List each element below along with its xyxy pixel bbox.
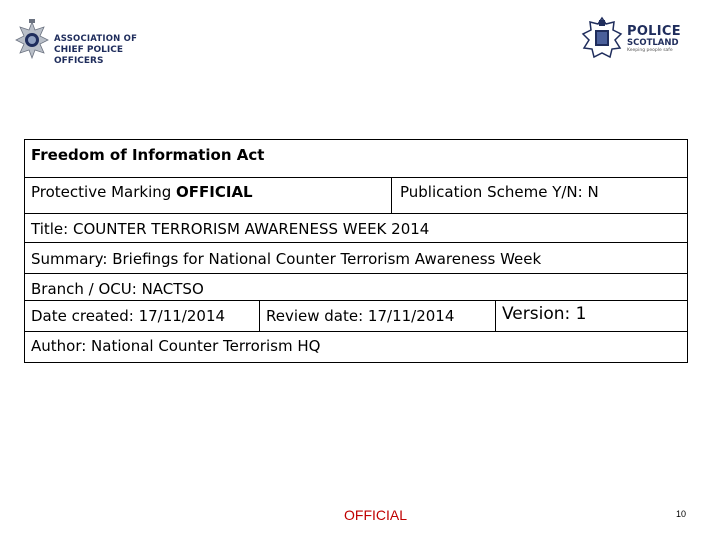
- document-summary: Summary: Briefings for National Counter Terrorism Awareness Week: [31, 250, 542, 268]
- foi-info-table: [24, 139, 688, 363]
- table-row-summary: [25, 243, 687, 274]
- review-date-cell: [260, 301, 496, 331]
- table-row-heading: [25, 140, 687, 178]
- author: Author: National Counter Terrorism HQ: [31, 337, 321, 355]
- footer-official-marking: OFFICIAL: [344, 507, 408, 523]
- protective-marking-label: Protective Marking: [31, 183, 177, 201]
- acpo-logo: [14, 18, 164, 66]
- date-created: Date created: 17/11/2014: [31, 307, 226, 325]
- publication-scheme: Publication Scheme Y/N: N: [400, 183, 599, 201]
- foi-heading: Freedom of Information Act: [31, 146, 265, 164]
- police-scotland-logo: [580, 16, 690, 62]
- protective-marking-value: OFFICIAL: [176, 183, 253, 201]
- acpo-logo-line1: ASSOCIATION OF: [54, 34, 138, 44]
- acpo-star-badge-icon: [14, 18, 50, 62]
- police-scotland-line2: SCOTLAND: [627, 38, 679, 48]
- table-row-author: [25, 332, 687, 362]
- review-date: Review date: 17/11/2014: [266, 307, 455, 325]
- table-row-branch: [25, 274, 687, 301]
- police-scotland-tagline: Keeping people safe: [627, 48, 673, 53]
- branch-ocu: Branch / OCU: NACTSO: [31, 280, 204, 298]
- police-scotland-line1: POLICE: [627, 24, 681, 39]
- table-row-marking: [25, 178, 687, 214]
- page-number: 10: [676, 509, 687, 519]
- date-created-cell: [25, 301, 260, 331]
- table-row-dates: [25, 301, 687, 332]
- version: Version: 1: [502, 304, 587, 324]
- police-scotland-crest-icon: [580, 16, 624, 60]
- table-row-title: [25, 214, 687, 243]
- protective-marking-cell: [25, 178, 392, 213]
- publication-scheme-cell: [392, 178, 687, 213]
- version-cell: [496, 301, 687, 331]
- acpo-logo-line2: CHIEF POLICE OFFICERS: [54, 45, 123, 66]
- document-title: Title: COUNTER TERRORISM AWARENESS WEEK 2014: [31, 220, 430, 238]
